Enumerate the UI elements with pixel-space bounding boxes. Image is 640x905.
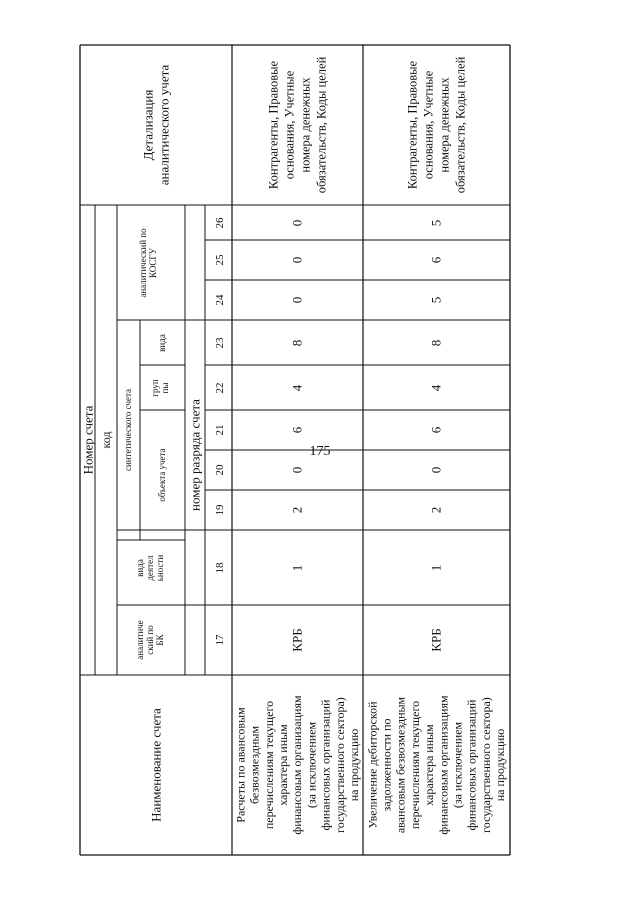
- row-1-value-17: КРБ: [289, 628, 305, 652]
- header-account-number: Номер счета: [80, 405, 96, 475]
- row-1-value-20: 0: [289, 466, 305, 474]
- row-1-value-23: 8: [289, 339, 305, 347]
- row-2-value-17: КРБ: [428, 628, 444, 652]
- row-2-value-18: 1: [428, 564, 444, 572]
- header-digit-row: номер разряда счета: [187, 399, 203, 511]
- row-1-value-19: 2: [289, 506, 305, 514]
- header-kind: вида: [157, 334, 168, 352]
- row-1-value-22: 4: [289, 384, 305, 392]
- header-synthetic: синтетического счета: [123, 388, 134, 472]
- digit-label-22: 22: [213, 382, 226, 394]
- row-2-value-20: 0: [428, 466, 444, 474]
- row-2-value-19: 2: [428, 506, 444, 514]
- row-1-name: Расчеты по авансовымбезвозмезднымперечислениям текущегохарактера инымфинансовым организациям(за исключениемфинансовых организацийгосударственного сектора)на продукцию: [233, 695, 361, 835]
- page-number: 175: [309, 444, 331, 459]
- row-2-value-24: 5: [428, 296, 444, 304]
- header-name: Наименование счета: [148, 708, 164, 822]
- header-activity: видадеятельности: [135, 554, 166, 582]
- row-1-value-24: 0: [289, 296, 305, 304]
- header-object: объекта учета: [157, 448, 168, 502]
- row-1-value-21: 6: [289, 426, 305, 434]
- digit-label-17: 17: [213, 634, 226, 646]
- digit-label-24: 24: [213, 294, 226, 306]
- digit-label-25: 25: [213, 254, 226, 266]
- digit-label-26: 26: [213, 217, 226, 229]
- row-2-detail: Контрагенты, Правовые основания, Учетные номера денежных обязательств, Коды целей: [405, 56, 468, 194]
- header-detail: Детализацияаналитического учета: [140, 64, 172, 186]
- row-2-value-25: 6: [428, 256, 444, 264]
- row-2-value-26: 5: [428, 219, 444, 227]
- digit-label-23: 23: [213, 337, 226, 349]
- row-1-value-25: 0: [289, 256, 305, 264]
- header-analytic-bk: аналитический поБК: [135, 620, 166, 660]
- table-grid: [80, 45, 510, 855]
- header-analytic-kosgu: аналитический поКОСГУ: [138, 228, 159, 298]
- digit-label-20: 20: [213, 464, 226, 476]
- header-code: код: [99, 431, 114, 449]
- row-1-value-18: 1: [289, 564, 305, 572]
- row-2-value-22: 4: [428, 384, 444, 392]
- header-group: группы: [150, 379, 171, 397]
- row-2-value-23: 8: [428, 339, 444, 347]
- row-2-value-21: 6: [428, 426, 444, 434]
- digit-label-21: 21: [213, 424, 226, 436]
- digit-label-19: 19: [213, 504, 226, 516]
- row-1-value-26: 0: [289, 219, 305, 227]
- row-2-name: Увеличение дебиторскойзадолженности поавансовым безвозмезднымперечислениям текущегохарактера инымфинансовым организациям(за исключениемфинансовых организацийгосударственного сектора)на продукцию: [365, 695, 508, 835]
- row-1-detail: Контрагенты, Правовые основания, Учетные номера денежных обязательств, Коды целей: [266, 56, 329, 194]
- digit-label-18: 18: [213, 562, 226, 574]
